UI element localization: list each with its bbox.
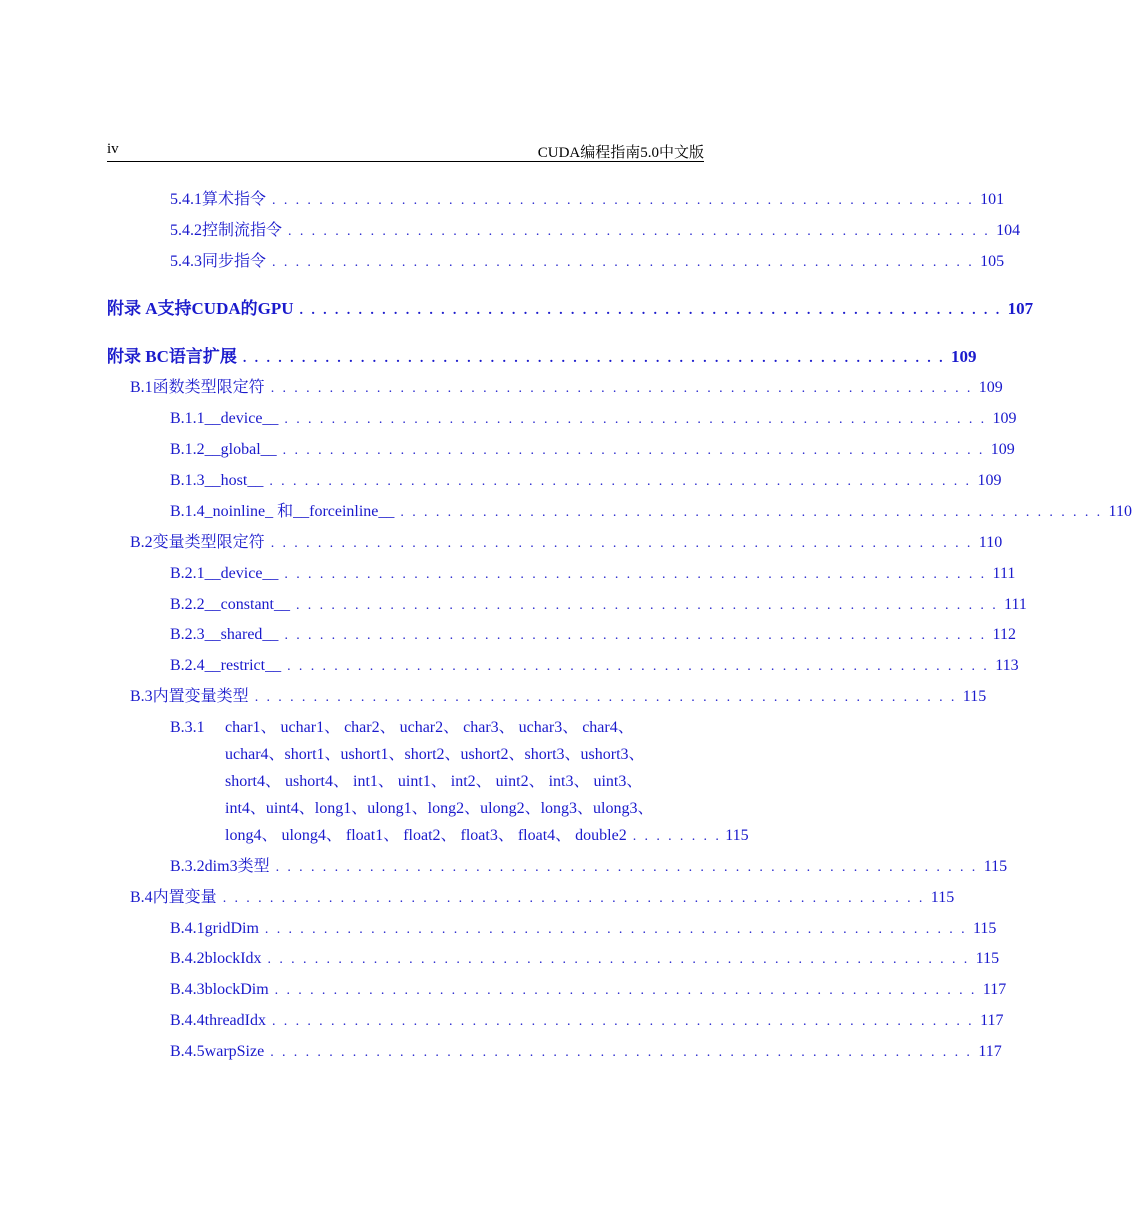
entry-title: __device__ [204,410,279,427]
entry-number: B.2.4 [170,657,205,674]
entry-number: B.3.1 [170,719,205,736]
entry-page: 117 [980,1012,1004,1029]
dot-leader: . . . . . . . . . . . . . . . . . . . . . . . . . . . . . . . . . . . . . . . . . . . . . . . . . . . . . . . . . . . . [272,255,975,270]
toc-entry-b-2-4[interactable] [170,656,1019,677]
entry-title: _noinline_ 和__forceinline__ [204,503,395,520]
entry-number: 5.4.2 [170,222,202,239]
dot-leader: . . . . . . . . . . . . . . . . . . . . . . . . . . . . . . . . . . . . . . . . . . . . . . . . . . . . . . . . . . . . [274,983,977,998]
entry-title: 控制流指令 [202,222,283,239]
entry-title: 函数类型限定符 [152,379,265,396]
entry-title: 支持CUDA的GPU [157,299,294,318]
entry-number: B.2.2 [170,596,205,613]
dot-leader: . . . . . . . . [632,829,722,844]
entry-title-lines [225,714,749,849]
entry-number: B.4.4 [170,1012,205,1029]
entry-number: B.4.2 [170,950,205,967]
toc-entry-5-4-3[interactable] [170,252,1005,273]
dot-leader: . . . . . . . . . . . . . . . . . . . . . . . . . . . . . . . . . . . . . . . . . . . . . . . . . . . . . . . . . . . . [222,891,925,906]
entry-title: 内置变量类型 [152,688,249,705]
page-number: iv [107,141,119,157]
entry-title: blockDim [204,981,269,998]
dot-leader: . . . . . . . . . . . . . . . . . . . . . . . . . . . . . . . . . . . . . . . . . . . . . . . . . . . . . . . . . . . . [288,224,991,239]
entry-number: B.2 [130,534,153,551]
entry-page: 109 [950,347,977,366]
entry-number: 5.4.3 [170,253,202,270]
entry-title: __global__ [204,441,277,458]
entry-number: B.1 [130,379,153,396]
entry-page: 110 [1108,503,1132,520]
entry-page: 111 [1004,596,1027,613]
toc-section-b1[interactable] [130,378,1003,399]
toc-section-b4[interactable] [130,888,955,909]
entry-page: 117 [982,981,1007,998]
dot-leader: . . . . . . . . . . . . . . . . . . . . . . . . . . . . . . . . . . . . . . . . . . . . . . . . . . . . . . . . . . . . [275,860,978,875]
entry-page: 101 [980,191,1005,208]
entry-title-line: char1、 uchar1、 char2、 uchar2、 char3、 uchar3、 char4、 [225,719,634,736]
entry-title-line: short4、 ushort4、 int1、 uint1、 int2、 uint2、 int3、 uint3、 [225,773,643,790]
toc-appendix-a[interactable] [107,299,1034,321]
entry-number: B.1.4 [170,503,205,520]
entry-title-last-line [225,822,749,849]
entry-title: __shared__ [204,626,279,643]
toc-entry-b-2-1[interactable] [170,564,1016,585]
entry-title: 算术指令 [202,191,267,208]
dot-leader: . . . . . . . . . . . . . . . . . . . . . . . . . . . . . . . . . . . . . . . . . . . . . . . . . . . . . . . . . . . . [254,690,957,705]
entry-page: 115 [930,889,955,906]
dot-leader: . . . . . . . . . . . . . . . . . . . . . . . . . . . . . . . . . . . . . . . . . . . . . . . . . . . . . . . . . . . . [282,443,985,458]
entry-title: 内置变量 [152,889,217,906]
entry-page: 110 [978,534,1003,551]
dot-leader: . . . . . . . . . . . . . . . . . . . . . . . . . . . . . . . . . . . . . . . . . . . . . . . . . . . . . . . . . . . . [271,1014,975,1029]
entry-title: __restrict__ [204,657,282,674]
dot-leader: . . . . . . . . . . . . . . . . . . . . . . . . . . . . . . . . . . . . . . . . . . . . . . . . . . . . . . . . . . . . [270,536,973,551]
toc-entry-b-1-4[interactable] [170,502,1132,523]
entry-page: 109 [978,379,1003,396]
dot-leader: . . . . . . . . . . . . . . . . . . . . . . . . . . . . . . . . . . . . . . . . . . . . . . . . . . . . . . . . . . . . [299,303,1002,318]
running-header [107,141,704,162]
entry-number: 附录 A [107,299,158,318]
entry-page: 107 [1007,299,1034,318]
toc-entry-b-4-2[interactable] [170,949,1000,970]
dot-leader: . . . . . . . . . . . . . . . . . . . . . . . . . . . . . . . . . . . . . . . . . . . . . . . . . . . . . . . . . . . . [284,628,987,643]
entry-page: 105 [980,253,1005,270]
entry-number: 5.4.1 [170,191,202,208]
entry-number: B.4.1 [170,920,205,937]
dot-leader: . . . . . . . . . . . . . . . . . . . . . . . . . . . . . . . . . . . . . . . . . . . . . . . . . . . . . . . . . . . . [272,193,975,208]
entry-page: 112 [992,626,1016,643]
entry-page: 113 [995,657,1019,674]
entry-number: B.2.1 [170,565,205,582]
entry-page: 104 [996,222,1021,239]
toc-entry-5-4-2[interactable] [170,221,1021,242]
entry-title: threadIdx [204,1012,266,1029]
entry-number: B.3 [130,688,153,705]
entry-title-line: uchar4、short1、ushort1、short2、ushort2、short3、ushort3、 [225,746,645,763]
entry-title: dim3类型 [204,858,270,875]
dot-leader: . . . . . . . . . . . . . . . . . . . . . . . . . . . . . . . . . . . . . . . . . . . . . . . . . . . . . . . . . . . . [287,659,990,674]
entry-title: blockIdx [204,950,262,967]
entry-number: 附录 B [107,347,157,366]
entry-number: B.4.5 [170,1043,205,1060]
entry-page: 115 [983,858,1008,875]
entry-page: 111 [992,565,1016,582]
entry-title: 同步指令 [202,253,267,270]
entry-page: 115 [725,827,749,844]
toc-entry-b-2-3[interactable] [170,625,1016,646]
toc-entry-b-2-2[interactable] [170,595,1027,616]
book-title: CUDA编程指南5.0中文版 [537,145,704,161]
entry-title-line: int4、uint4、long1、ulong1、long2、ulong2、long3、ulong3、 [225,800,654,817]
dot-leader: . . . . . . . . . . . . . . . . . . . . . . . . . . . . . . . . . . . . . . . . . . . . . . . . . . . . . . . . . . . . [400,505,1103,520]
entry-title-line: long4、 ulong4、 float1、 float2、 float3、 float4、 double2 [225,827,627,844]
dot-leader: . . . . . . . . . . . . . . . . . . . . . . . . . . . . . . . . . . . . . . . . . . . . . . . . . . . . . . . . . . . . [267,952,970,967]
toc-appendix-b[interactable] [107,347,977,369]
toc-entry-b-4-1[interactable] [170,919,997,940]
toc-entry-b-4-4[interactable] [170,1011,1004,1032]
toc-entry-b-1-3[interactable] [170,471,1002,492]
entry-title: 变量类型限定符 [152,534,265,551]
dot-leader: . . . . . . . . . . . . . . . . . . . . . . . . . . . . . . . . . . . . . . . . . . . . . . . . . . . . . . . . . . . . [270,381,973,396]
toc-entry-b-3-2[interactable] [170,857,1008,878]
entry-page: 109 [990,441,1015,458]
entry-title: __host__ [204,472,264,489]
dot-leader: . . . . . . . . . . . . . . . . . . . . . . . . . . . . . . . . . . . . . . . . . . . . . . . . . . . . . . . . . . . . [242,351,945,366]
toc-entry-5-4-1[interactable] [170,190,1005,211]
toc-section-b2[interactable] [130,533,1003,554]
entry-page: 117 [978,1043,1002,1060]
toc-entry-b-1-1[interactable] [170,409,1017,430]
entry-title: __constant__ [204,596,290,613]
entry-number: B.3.2 [170,858,205,875]
dot-leader: . . . . . . . . . . . . . . . . . . . . . . . . . . . . . . . . . . . . . . . . . . . . . . . . . . . . . . . . . . . . [284,412,987,427]
dot-leader: . . . . . . . . . . . . . . . . . . . . . . . . . . . . . . . . . . . . . . . . . . . . . . . . . . . . . . . . . . . . [284,567,987,582]
toc-entry-b-1-2[interactable] [170,440,1015,461]
toc-entry-b-3-1[interactable] [170,714,749,854]
entry-page: 109 [992,410,1017,427]
entry-title: C语言扩展 [156,347,237,366]
entry-title: gridDim [204,920,259,937]
entry-number: B.4 [130,889,153,906]
dot-leader: . . . . . . . . . . . . . . . . . . . . . . . . . . . . . . . . . . . . . . . . . . . . . . . . . . . . . . . . . . . . [264,922,967,937]
entry-number: B.2.3 [170,626,205,643]
entry-number: B.1.1 [170,410,205,427]
dot-leader: . . . . . . . . . . . . . . . . . . . . . . . . . . . . . . . . . . . . . . . . . . . . . . . . . . . . . . . . . . . . [270,1045,973,1060]
entry-page: 115 [975,950,1000,967]
entry-number: B.4.3 [170,981,205,998]
entry-page: 115 [973,920,997,937]
entry-title: __device__ [204,565,279,582]
entry-title: warpSize [204,1043,265,1060]
dot-leader: . . . . . . . . . . . . . . . . . . . . . . . . . . . . . . . . . . . . . . . . . . . . . . . . . . . . . . . . . . . . [269,474,972,489]
entry-page: 109 [977,472,1002,489]
toc-entry-b-4-5[interactable] [170,1042,1002,1063]
entry-number: B.1.2 [170,441,205,458]
entry-page: 115 [962,688,987,705]
toc-entry-b-4-3[interactable] [170,980,1007,1001]
entry-number: B.1.3 [170,472,205,489]
dot-leader: . . . . . . . . . . . . . . . . . . . . . . . . . . . . . . . . . . . . . . . . . . . . . . . . . . . . . . . . . . . . [296,598,999,613]
toc-section-b3[interactable] [130,687,987,708]
